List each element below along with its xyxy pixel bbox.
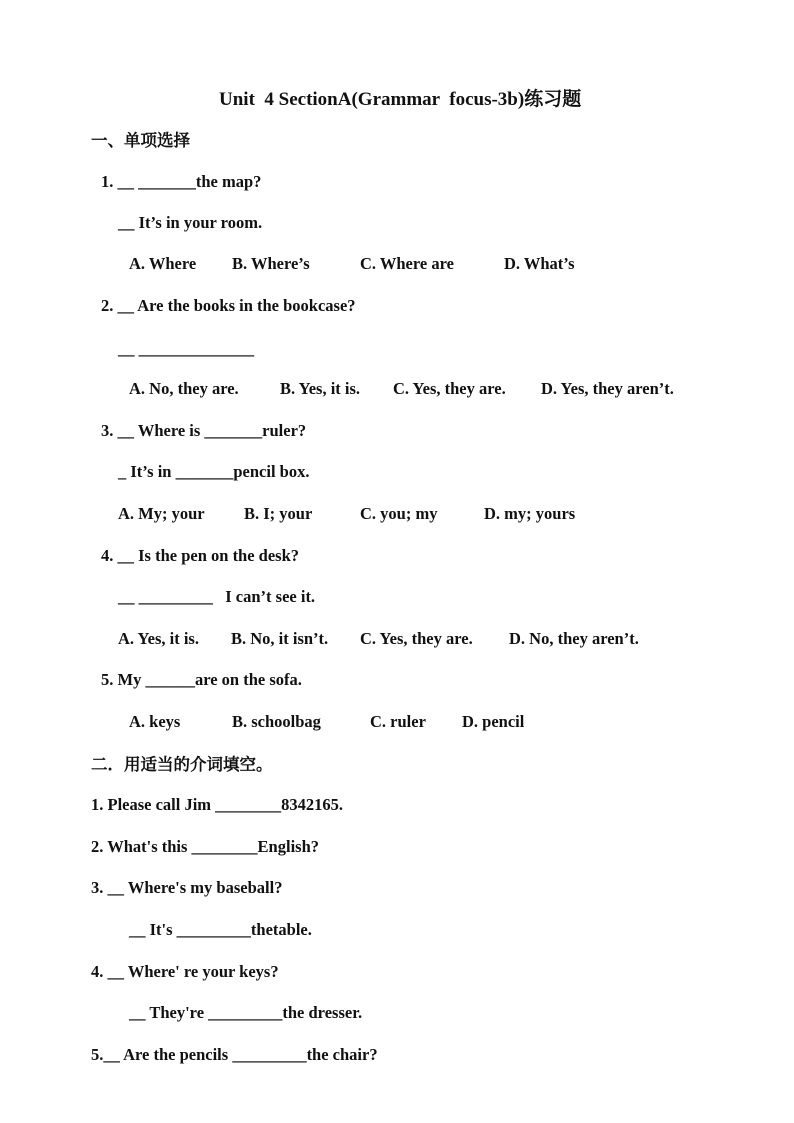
question-1-stem: 1. __ _______the map? [101,172,262,191]
question-5-option-b: B. schoolbag [232,712,321,731]
question-3-answer: _ It’s in _______pencil box. [118,462,310,481]
question-5-option-d: D. pencil [462,712,525,731]
fill-line-4-answer: __ They're _________the dresser. [129,1003,363,1022]
question-4-stem: 4. __ Is the pen on the desk? [101,546,300,565]
question-3-option-b: B. I; your [244,504,313,523]
fill-line-1: 1. Please call Jim ________8342165. [91,795,344,814]
fill-line-2: 2. What's this ________English? [91,837,320,856]
section-heading-preposition-fill: 二．用适当的介词填空。 [91,755,273,774]
question-4-option-c: C. Yes, they are. [360,629,473,648]
question-1-option-d: D. What’s [504,254,575,273]
question-2-option-d: D. Yes, they aren’t. [541,379,674,398]
fill-line-3-answer: __ It's _________thetable. [129,920,312,939]
question-4-answer: __ _________ I can’t see it. [118,587,316,606]
fill-line-3: 3. __ Where's my baseball? [91,878,283,897]
question-4-option-b: B. No, it isn’t. [231,629,329,648]
question-1-option-b: B. Where’s [232,254,310,273]
fill-line-5: 5.__ Are the pencils _________the chair? [91,1045,378,1064]
question-5-stem: 5. My ______are on the sofa. [101,670,302,689]
page-title: Unit 4 SectionA(Grammar focus-3b)练习题 [219,89,582,110]
question-1-answer: __ It’s in your room. [118,213,263,232]
question-2-stem: 2. __ Are the books in the bookcase? [101,296,356,315]
question-3-option-a: A. My; your [118,504,205,523]
question-2-option-c: C. Yes, they are. [393,379,506,398]
question-1-option-a: A. Where [129,254,197,273]
question-2-option-b: B. Yes, it is. [280,379,361,398]
question-3-stem: 3. __ Where is _______ruler? [101,421,307,440]
question-2-option-a: A. No, they are. [129,379,239,398]
question-4-option-d: D. No, they aren’t. [509,629,639,648]
fill-line-4: 4. __ Where' re your keys? [91,962,279,981]
question-3-option-c: C. you; my [360,504,438,523]
question-5-option-c: C. ruler [370,712,426,731]
section-heading-multiple-choice: 一、单项选择 [91,131,190,150]
question-1-option-c: C. Where are [360,254,454,273]
question-2-answer: __ ______________ [118,339,255,358]
question-5-option-a: A. keys [129,712,181,731]
question-3-option-d: D. my; yours [484,504,576,523]
question-4-option-a: A. Yes, it is. [118,629,199,648]
